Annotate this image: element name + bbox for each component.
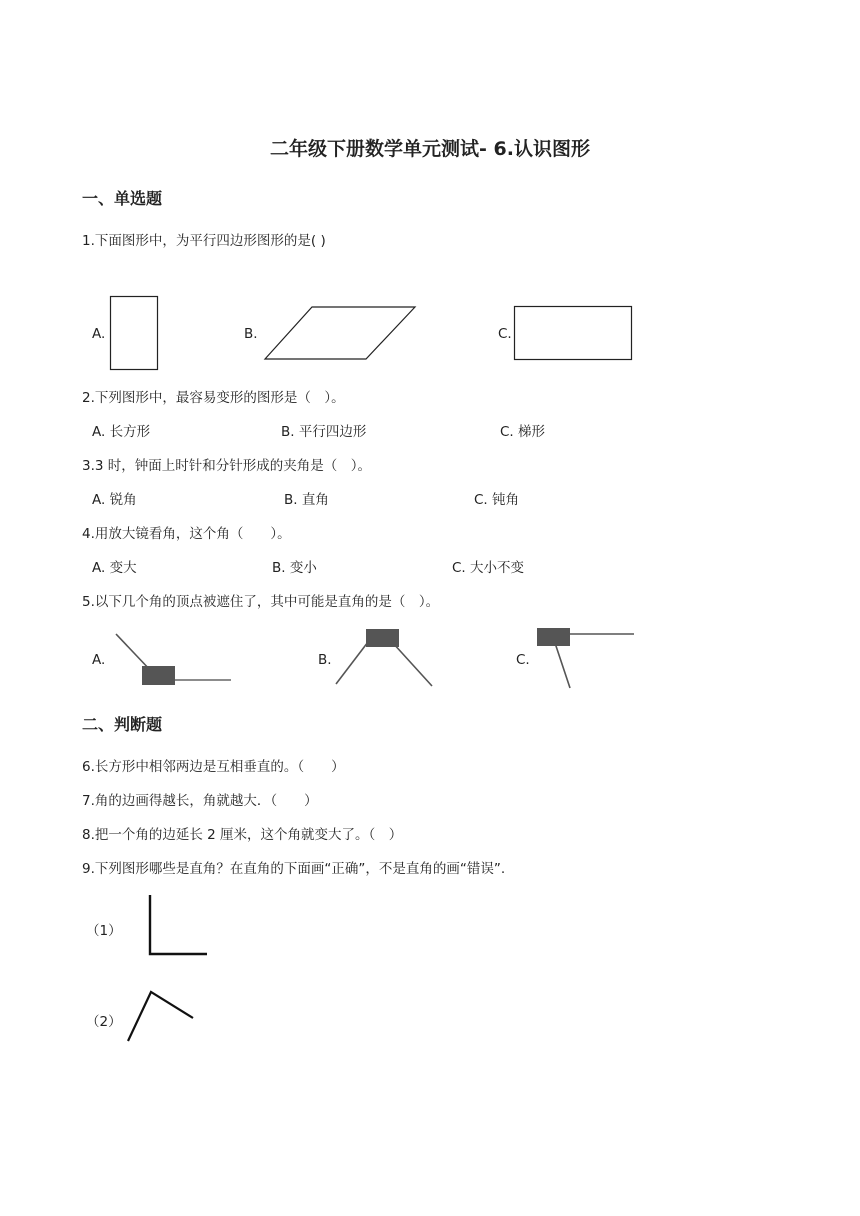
question-1: 1.下面图形中，为平行四边形图形的是( ) — [82, 233, 326, 249]
q5-option-c-label: C. — [516, 652, 530, 668]
q2-option-c: C. 梯形 — [500, 424, 546, 440]
q4-option-a: A. 变大 — [92, 560, 137, 576]
q1-option-b-parallelogram — [262, 304, 420, 362]
q4-option-b: B. 变小 — [272, 560, 317, 576]
q3-option-c: C. 钝角 — [474, 492, 520, 508]
q9-item-1-right-angle — [146, 892, 212, 958]
question-5: 5.以下几个角的顶点被遮住了，其中可能是直角的是（ ）。 — [82, 594, 440, 610]
question-8: 8.把一个角的边延长 2 厘米，这个角就变大了。（ ） — [82, 827, 403, 843]
question-6: 6.长方形中相邻两边是互相垂直的。（ ） — [82, 759, 345, 775]
q9-item-1-label: （1） — [86, 923, 122, 939]
q4-option-c: C. 大小不变 — [452, 560, 525, 576]
q1-option-c-wide-rectangle — [512, 304, 634, 362]
q1-option-a-tall-rectangle — [108, 294, 160, 372]
q9-item-2-acute-angle — [124, 988, 198, 1044]
q3-option-a: A. 锐角 — [92, 492, 137, 508]
q5-option-c-hidden-vertex-angle — [532, 624, 638, 692]
q9-item-2-label: （2） — [86, 1014, 122, 1030]
question-4: 4.用放大镜看角，这个角（ ）。 — [82, 526, 291, 542]
q5-option-b-hidden-vertex-angle — [330, 626, 438, 690]
section-heading-single-choice: 一、单选题 — [82, 189, 163, 208]
q1-option-b-label: B. — [244, 326, 258, 342]
question-9: 9.下列图形哪些是直角？在直角的下面画“正确”，不是直角的画“错误”. — [82, 861, 506, 877]
section-heading-true-false: 二、判断题 — [82, 715, 163, 734]
question-7: 7.角的边画得越长，角就越大．（ ） — [82, 793, 318, 809]
question-2: 2.下列图形中，最容易变形的图形是（ ）。 — [82, 390, 345, 406]
q3-option-b: B. 直角 — [284, 492, 329, 508]
page-title: 二年级下册数学单元测试- 6.认识图形 — [270, 138, 590, 160]
question-3: 3.3 时，钟面上时针和分针形成的夹角是（ ）。 — [82, 458, 372, 474]
q5-option-a-label: A. — [92, 652, 106, 668]
q1-option-c-label: C. — [498, 326, 512, 342]
q2-option-b: B. 平行四边形 — [281, 424, 367, 440]
q2-option-a: A. 长方形 — [92, 424, 151, 440]
q1-option-a-label: A. — [92, 326, 106, 342]
q5-option-b-label: B. — [318, 652, 332, 668]
q5-option-a-hidden-vertex-angle — [110, 630, 235, 692]
